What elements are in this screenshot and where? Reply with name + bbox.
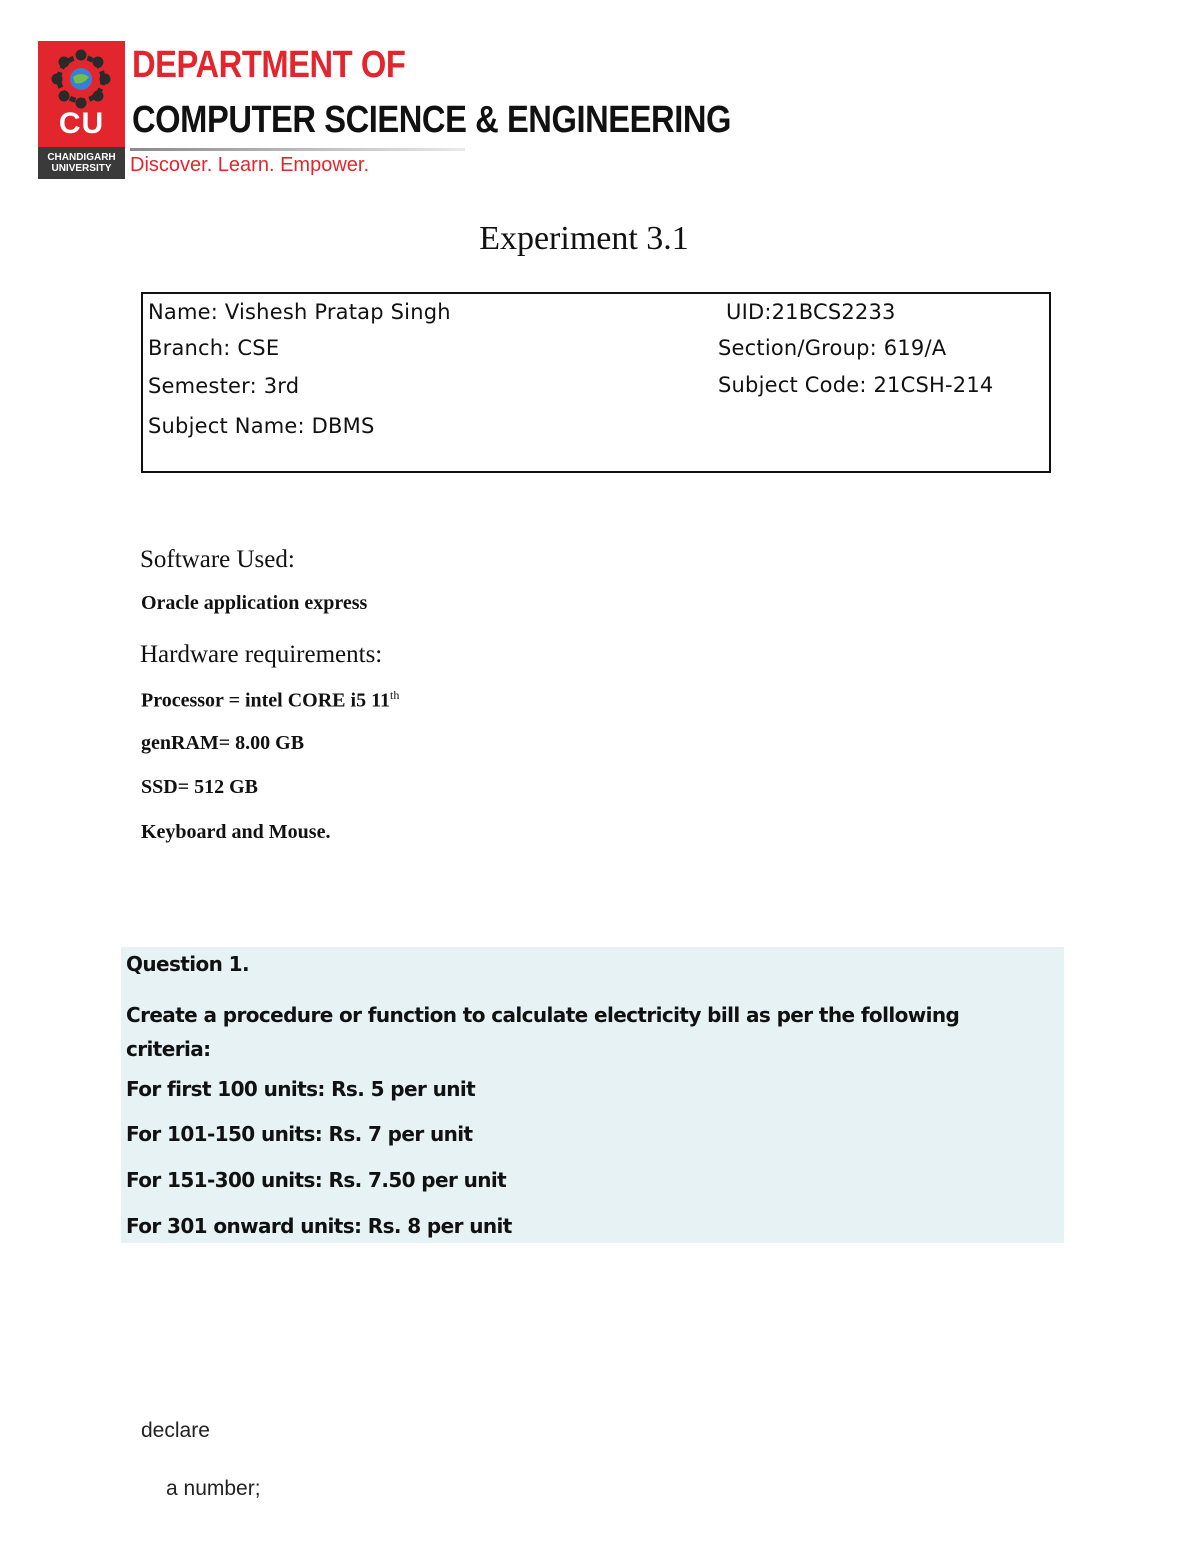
student-branch: Branch: CSE	[148, 336, 280, 360]
code-line-variable: a number;	[166, 1477, 261, 1500]
tagline-divider	[130, 148, 465, 151]
software-heading: Software Used:	[140, 546, 295, 573]
code-line-declare: declare	[141, 1419, 210, 1442]
subject-name: Subject Name: DBMS	[148, 414, 375, 438]
criteria-item: For 301 onward units: Rs. 8 per unit	[126, 1214, 512, 1238]
student-uid: UID:21BCS2233	[726, 300, 896, 324]
student-section: Section/Group: 619/A	[718, 336, 947, 360]
department-heading-line2: COMPUTER SCIENCE & ENGINEERING	[132, 99, 732, 141]
tagline: Discover. Learn. Empower.	[130, 154, 369, 176]
question-title: Question 1.	[126, 952, 249, 976]
logo-cu-text: CU	[58, 107, 105, 140]
hardware-peripherals: Keyboard and Mouse.	[141, 821, 331, 843]
processor-text: Processor = intel CORE i5 11	[141, 689, 390, 712]
hardware-ram: genRAM= 8.00 GB	[141, 732, 305, 754]
department-heading-line1: DEPARTMENT OF	[132, 44, 406, 86]
hardware-heading: Hardware requirements:	[140, 641, 383, 668]
software-value: Oracle application express	[141, 592, 368, 614]
criteria-item: For 151-300 units: Rs. 7.50 per unit	[126, 1168, 507, 1192]
subject-code: Subject Code: 21CSH-214	[718, 373, 994, 397]
question-text: Create a procedure or function to calculate electricity bill as per the following criteria:	[126, 1003, 960, 1061]
criteria-item: For first 100 units: Rs. 5 per unit	[126, 1077, 476, 1101]
logo-university-name	[38, 147, 125, 179]
student-semester: Semester: 3rd	[148, 374, 300, 398]
university-logo	[38, 41, 125, 179]
hardware-processor	[141, 688, 399, 713]
criteria-item: For 101-150 units: Rs. 7 per unit	[126, 1122, 473, 1146]
student-name: Name: Vishesh Pratap Singh	[148, 300, 451, 324]
logo-university-line2: UNIVERSITY	[51, 163, 112, 174]
hardware-ssd: SSD= 512 GB	[141, 776, 258, 798]
experiment-title: Experiment 3.1	[479, 220, 689, 257]
processor-superscript: th	[389, 688, 400, 702]
logo-university-line1: CHANDIGARH	[47, 152, 116, 163]
